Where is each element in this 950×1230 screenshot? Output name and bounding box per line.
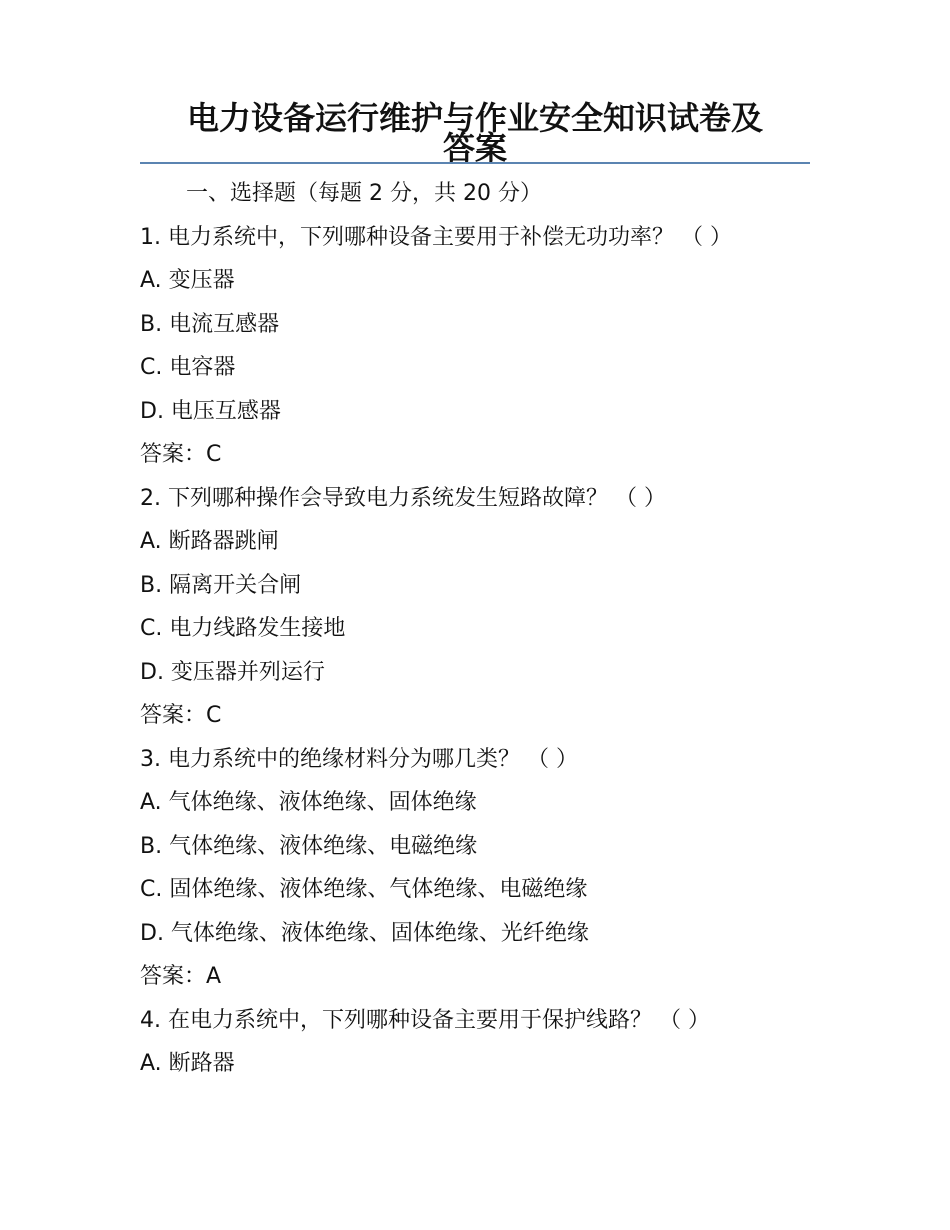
q1-option-d: D. 电压互感器 xyxy=(140,398,281,424)
q1-option-a: A. 变压器 xyxy=(140,268,235,293)
q3-option-b: B. 气体绝缘、液体绝缘、电磁绝缘 xyxy=(140,833,478,859)
q1-option-c: C. 电容器 xyxy=(140,355,236,380)
title-line-1: 电力设备运行维护与作业安全知识试卷及 xyxy=(186,99,763,137)
question-2: 2. 下列哪种操作会导致电力系统发生短路故障？ （ ） xyxy=(140,485,666,511)
question-1: 1. 电力系统中，下列哪种设备主要用于补偿无功功率？ （ ） xyxy=(140,224,732,250)
q2-option-d: D. 变压器并列运行 xyxy=(140,659,325,685)
q3-option-d: D. 气体绝缘、液体绝缘、固体绝缘、光纤绝缘 xyxy=(140,920,589,946)
q2-answer: 答案：C xyxy=(140,703,222,728)
q4-option-a: A. 断路器 xyxy=(140,1051,235,1076)
q2-option-a: A. 断路器跳闸 xyxy=(140,529,279,554)
q3-answer: 答案：A xyxy=(140,964,222,989)
q2-option-b: B. 隔离开关合闸 xyxy=(140,572,302,598)
q1-answer: 答案：C xyxy=(140,442,222,467)
question-4: 4. 在电力系统中，下列哪种设备主要用于保护线路？ （ ） xyxy=(140,1007,710,1033)
title-line-2: 答案 xyxy=(442,129,507,164)
section-heading: 一、选择题（每题 2 分，共 20 分） xyxy=(186,181,542,206)
document-body xyxy=(140,172,830,1086)
q1-option-b: B. 电流互感器 xyxy=(140,311,280,337)
q3-option-a: A. 气体绝缘、液体绝缘、固体绝缘 xyxy=(140,790,477,815)
q2-option-c: C. 电力线路发生接地 xyxy=(140,616,346,641)
document-title xyxy=(140,96,810,164)
q3-option-c: C. 固体绝缘、液体绝缘、气体绝缘、电磁绝缘 xyxy=(140,877,588,902)
question-3: 3. 电力系统中的绝缘材料分为哪几类？ （ ） xyxy=(140,746,578,772)
